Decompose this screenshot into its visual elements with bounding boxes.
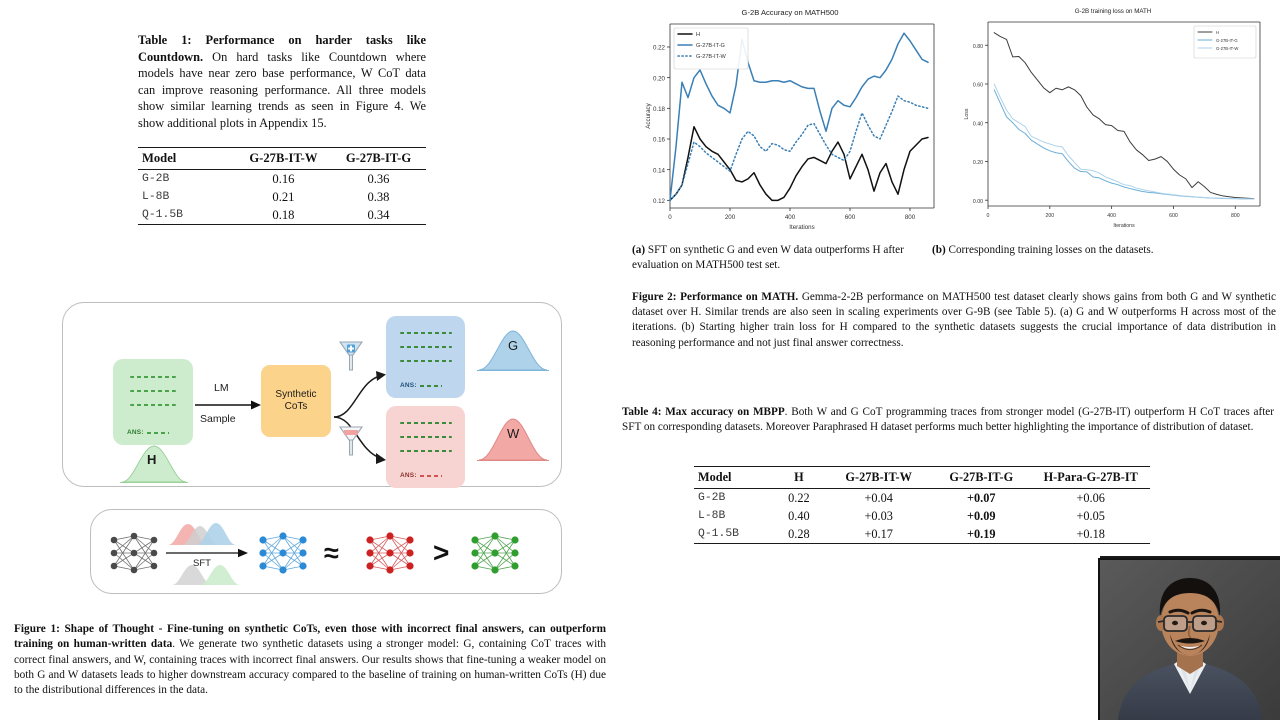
svg-text:H: H — [1216, 30, 1220, 36]
funnel-incorrect-icon — [338, 424, 364, 458]
subcaption-b-rest: Corresponding training losses on the datasets. — [945, 244, 1154, 256]
good-card-ans-label: ANS: — [400, 382, 417, 389]
table-row — [694, 525, 1150, 544]
approx-symbol: ≈ — [324, 538, 339, 568]
table1-r0-model: G-2B — [138, 170, 236, 189]
sft-label: SFT — [193, 558, 211, 569]
sample-arrow-label: Sample — [200, 413, 236, 425]
table4-header-h: H — [772, 467, 827, 489]
svg-text:400: 400 — [1107, 213, 1116, 219]
table1-r0-w: 0.16 — [236, 170, 331, 189]
g-distribution-label: G — [508, 338, 519, 353]
table1-header-g: G-27B-IT-G — [331, 148, 426, 170]
svg-text:0.14: 0.14 — [652, 167, 665, 175]
chart-a-title: G-2B Accuracy on MATH500 — [741, 8, 839, 17]
table1-header-model: Model — [138, 148, 236, 170]
table4-r2-para: +0.18 — [1076, 526, 1105, 541]
subcaption-a — [632, 243, 932, 272]
table4-block — [694, 466, 1150, 547]
svg-text:0.60: 0.60 — [972, 82, 983, 89]
table-row — [694, 489, 1150, 508]
svg-text:0.20: 0.20 — [652, 75, 665, 83]
table4-caption-bold: Table 4: Max accuracy on MBPP — [622, 406, 785, 418]
table-row — [138, 170, 426, 189]
synthetic-cots-line2: CoTs — [284, 401, 308, 412]
wrong-card-ans-dash — [420, 475, 442, 477]
table1-block — [138, 32, 426, 228]
figure2-caption-rest: Gemma-2-2B performance on MATH500 test dataset clearly shows gains from both G and W synthetic dataset over H. Similar trends are also seen in scaling experiments over G-9B (see Table 5). (a) G and W outperforms H across most of the iterations. (b) Starting higher train loss for H compared to the synthetic datasets suggests the crucial importance of data distribution in reasoning performance and not just final answer correctness. — [632, 291, 1276, 349]
svg-text:400: 400 — [784, 214, 796, 221]
svg-text:800: 800 — [1230, 213, 1240, 219]
svg-text:200: 200 — [724, 214, 736, 221]
speaker-video-thumbnail[interactable] — [1098, 558, 1280, 720]
subcaption-a-rest: SFT on synthetic G and even W data outperforms H after evaluation on MATH500 test set. — [632, 244, 904, 271]
table4-r0-h: 0.22 — [772, 489, 827, 508]
table4-header-row — [694, 467, 1150, 489]
svg-text:600: 600 — [844, 214, 856, 221]
svg-text:0: 0 — [668, 214, 672, 221]
svg-text:0.80: 0.80 — [972, 43, 983, 50]
chart-training-loss-math — [958, 8, 1268, 236]
chart-b-plot — [958, 16, 1268, 228]
synthetic-cots-line1: Synthetic — [275, 388, 317, 400]
svg-text:0.18: 0.18 — [652, 105, 665, 113]
human-card-ans — [127, 429, 169, 436]
greater-than-symbol: > — [433, 537, 450, 568]
svg-text:G-27B-IT-G: G-27B-IT-G — [1216, 38, 1238, 44]
table4-r2-model: Q-1.5B — [698, 528, 740, 540]
svg-text:H: H — [696, 32, 701, 39]
table1-r1-model: L-8B — [142, 191, 170, 203]
svg-text:0: 0 — [986, 213, 990, 219]
table4-r0-para: +0.06 — [1031, 489, 1150, 508]
table-row — [138, 206, 426, 225]
figure1-caption-bold: Figure 1: Shape of Thought - Fine-tuning on synthetic CoTs, even those with incorrect final answers, can outperform training on human-written data — [14, 623, 606, 651]
table4-header-g: G-27B-IT-G — [931, 467, 1031, 489]
figure1-diagram — [62, 302, 562, 602]
speaker-portrait-image — [1100, 560, 1280, 720]
wrong-cot-card — [386, 406, 465, 488]
table1-header-w: G-27B-IT-W — [236, 148, 331, 170]
figure1-caption — [14, 622, 606, 699]
table-row — [694, 507, 1150, 525]
subcaption-b-bold: (b) — [932, 244, 946, 256]
base-network-icon — [106, 530, 162, 576]
good-cot-card — [386, 316, 465, 398]
table4-r1-para: +0.05 — [1076, 508, 1105, 523]
wrong-card-ans-label: ANS: — [400, 472, 417, 479]
lm-arrow-icon — [195, 398, 261, 412]
human-cot-card — [113, 359, 193, 445]
table1-caption-rest: On hard tasks like Countdown where models have near zero base performance, W CoT data can improve reasoning performance. All three models show similar learning trends as seen in Figure 4. We show additional plots in Appendix 15. — [138, 49, 426, 130]
svg-text:G-27B-IT-W: G-27B-IT-W — [696, 54, 726, 61]
human-card-ans-dash — [147, 432, 169, 434]
table4-r1-g: +0.09 — [967, 508, 996, 523]
synthetic-cots-box — [261, 365, 331, 437]
chart-a-plot — [640, 18, 940, 230]
chart-b-title: G-2B training loss on MATH — [1074, 8, 1152, 15]
table1-caption-bold: Table 1: Performance on harder tasks like Countdown. — [138, 33, 426, 64]
svg-text:Accuracy: Accuracy — [645, 103, 652, 129]
svg-text:0.40: 0.40 — [972, 121, 983, 128]
svg-text:Iterations: Iterations — [789, 224, 815, 230]
green-network-icon — [467, 530, 523, 576]
svg-text:0.20: 0.20 — [972, 160, 983, 167]
svg-text:200: 200 — [1045, 213, 1055, 219]
sft-network-icon — [255, 530, 311, 576]
h-distribution-label: H — [147, 452, 157, 467]
table4-r2-w: +0.17 — [864, 526, 893, 541]
table1-r1-g: 0.38 — [367, 189, 390, 204]
table4-r1-h: 0.40 — [788, 508, 810, 523]
table-row — [138, 188, 426, 206]
svg-text:Iterations: Iterations — [1113, 223, 1135, 228]
chart-accuracy-math500 — [640, 8, 940, 236]
table4-r2-h: 0.28 — [788, 526, 810, 541]
figure2-caption-bold: Figure 2: Performance on MATH. — [632, 291, 799, 303]
table4-r0-g: +0.07 — [931, 489, 1031, 508]
table4 — [694, 466, 1150, 547]
svg-text:0.22: 0.22 — [652, 44, 665, 52]
good-card-ans — [400, 382, 442, 389]
svg-text:0.12: 0.12 — [652, 197, 665, 205]
svg-text:Loss: Loss — [964, 108, 970, 120]
figure1-caption-rest: . We generate two synthetic datasets using a stronger model: G, containing CoT traces with correct final answers, and W, containing traces with incorrect final answers. Our results shows that fine-tuning a weaker model on both G and W datasets leads to higher downstream accuracy compared to the baseline of training on human-written CoTs (H) due to the distributional differences in the data. — [14, 638, 606, 697]
subcaption-a-bold: (a) — [632, 244, 646, 256]
table4-header-para: H-Para-G-27B-IT — [1031, 467, 1150, 489]
table1-bottom-rule-row — [138, 225, 426, 228]
funnel-correct-icon — [338, 339, 364, 373]
svg-text:0.16: 0.16 — [652, 136, 665, 144]
svg-text:G-27B-IT-G: G-27B-IT-G — [696, 43, 725, 50]
left-column — [0, 0, 618, 720]
table1-r2-model: Q-1.5B — [142, 209, 184, 221]
subcaption-row — [632, 243, 1272, 272]
table4-bottom-rule-row — [694, 544, 1150, 547]
w-distribution-label: W — [507, 426, 520, 441]
table4-caption — [622, 405, 1274, 435]
table4-r1-model: L-8B — [698, 510, 726, 522]
table4-r0-model: G-2B — [694, 489, 772, 508]
table1-header-row — [138, 148, 426, 170]
table4-header-w: G-27B-IT-W — [826, 467, 931, 489]
figure2-caption — [632, 290, 1276, 351]
red-network-icon — [362, 530, 418, 576]
lm-arrow-label: LM — [214, 382, 229, 394]
svg-text:0.00: 0.00 — [972, 198, 983, 205]
good-card-ans-dash — [420, 385, 442, 387]
svg-text:800: 800 — [904, 214, 916, 221]
table1-r2-w: 0.18 — [272, 207, 295, 222]
table1-caption — [138, 32, 426, 131]
human-card-ans-label: ANS: — [127, 429, 144, 436]
table1-r2-g: 0.34 — [367, 207, 390, 222]
table1 — [138, 147, 426, 228]
table4-caption-rest: . Both W and G CoT programming traces from stronger model (G-27B-IT) outperform H CoT traces after SFT on corresponding datasets. Moreover Paraphrased H dataset performs much better highlighting the importance of distribution of dataset. — [622, 406, 1274, 434]
svg-text:600: 600 — [1169, 213, 1178, 219]
wrong-card-ans — [400, 472, 442, 479]
table4-r1-w: +0.03 — [864, 508, 893, 523]
table1-r0-g: 0.36 — [331, 170, 426, 189]
table4-header-model: Model — [694, 467, 772, 489]
subcaption-b — [932, 243, 1262, 272]
table4-r2-g: +0.19 — [967, 526, 996, 541]
svg-text:G-27B-IT-W: G-27B-IT-W — [1216, 46, 1239, 52]
table4-r0-w: +0.04 — [826, 489, 931, 508]
table1-r1-w: 0.21 — [272, 189, 295, 204]
